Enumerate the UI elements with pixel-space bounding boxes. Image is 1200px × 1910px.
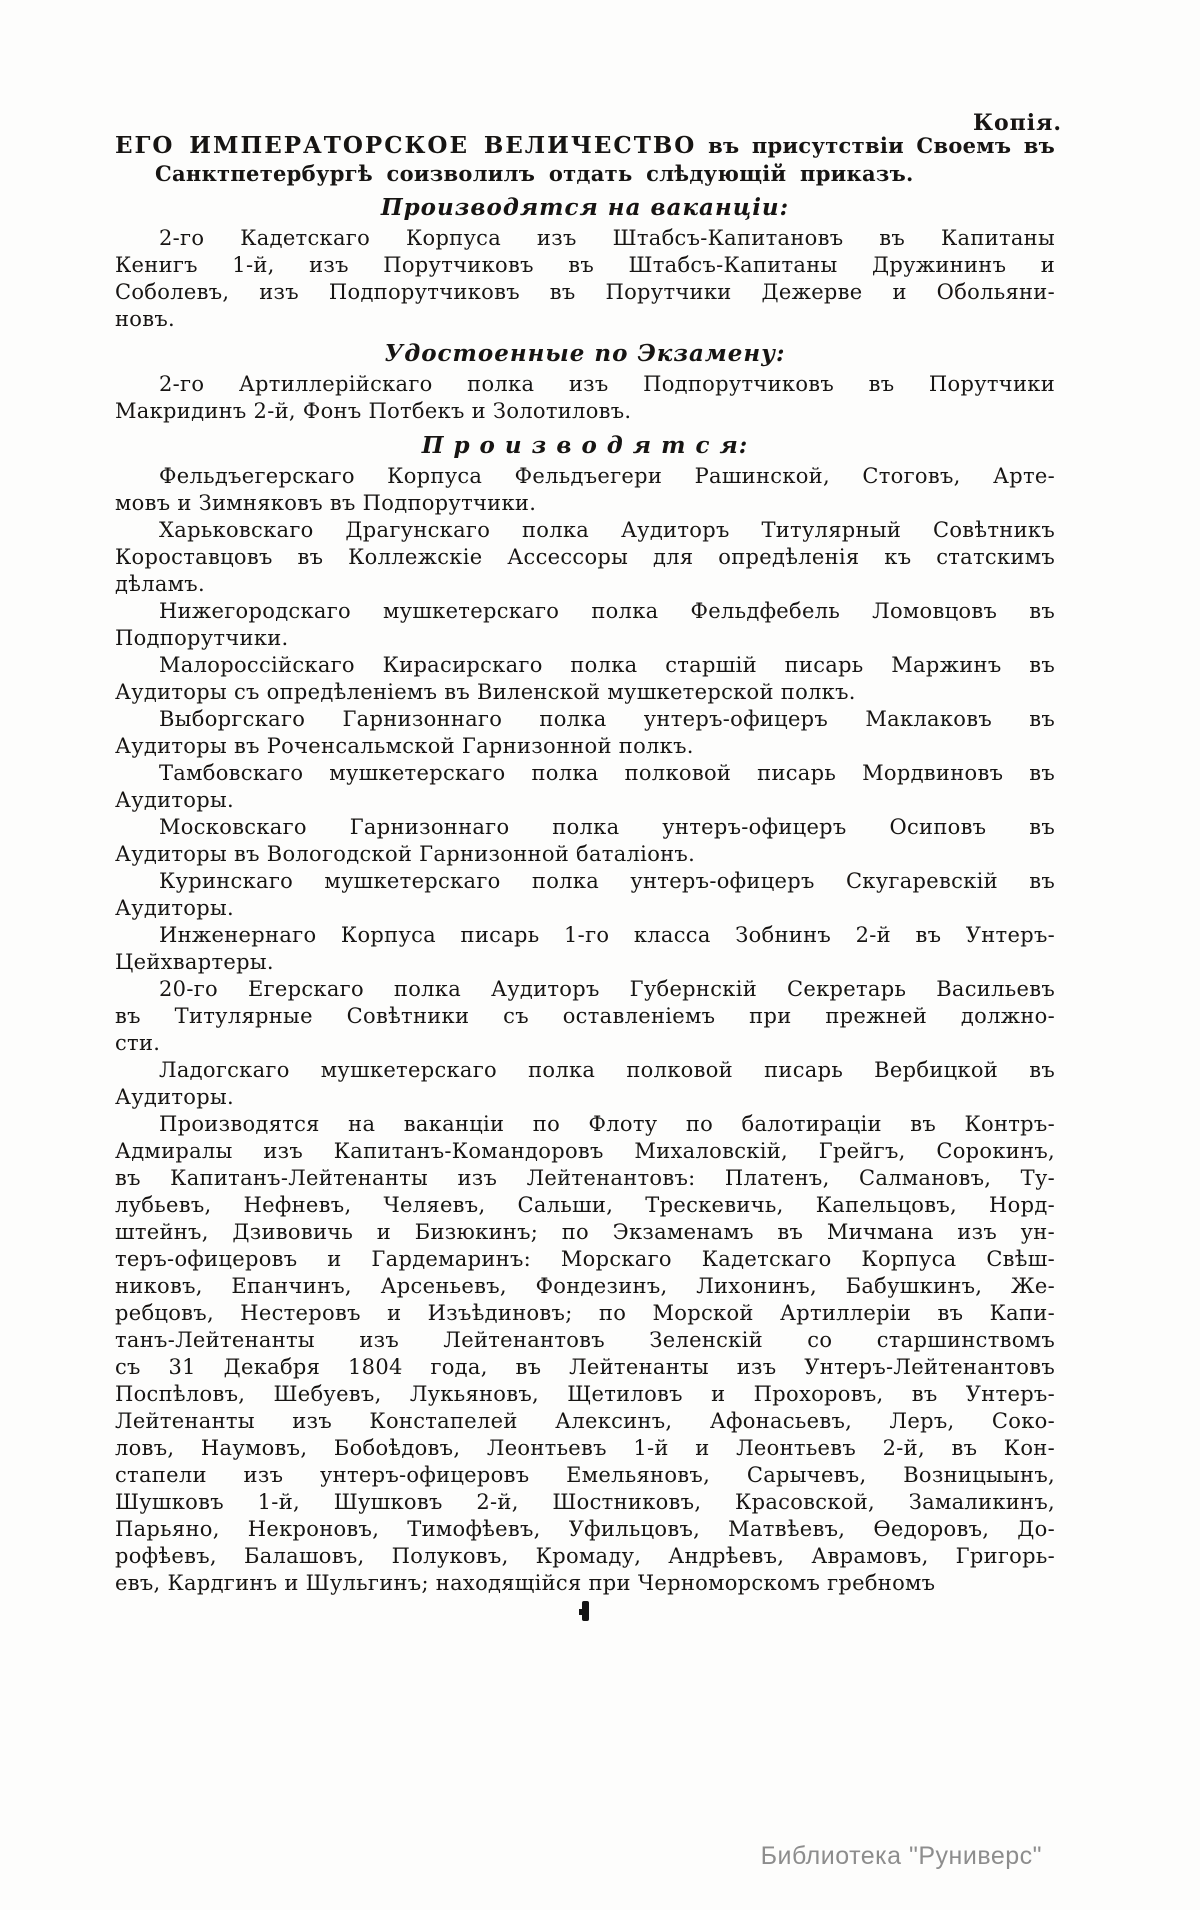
text-line: никовъ, Епанчинъ, Арсеньевъ, Фондезинъ, Лихонинъ, Бабушкинъ, Же- <box>115 1274 1055 1298</box>
section-heading: Удостоенные по Экзамену: <box>384 340 786 367</box>
paragraph <box>115 463 1055 517</box>
preamble <box>115 132 1055 187</box>
section-heading: П р о и з в о д я т с я: <box>421 432 749 459</box>
paragraph <box>115 976 1055 1057</box>
text-line: стапели изъ унтеръ-офицеровъ Емельяновъ, Сарычевъ, Возницыынъ, <box>115 1463 1055 1487</box>
text-line: въ Капитанъ-Лейтенанты изъ Лейтенантовъ: Платенъ, Салмановъ, Ту- <box>115 1166 1055 1190</box>
text-line: Выборгскаго Гарнизоннаго полка унтеръ-офицеръ Маклаковъ въ <box>159 707 1055 731</box>
text-line: Соболевъ, изъ Подпорутчиковъ въ Порутчики Дежерве и Обольяни- <box>115 280 1055 304</box>
text-line: Кенигъ 1-й, изъ Порутчиковъ въ Штабсъ-Капитаны Дружининъ и <box>115 253 1055 277</box>
text-line: Аудиторы. <box>115 896 234 920</box>
text-column <box>115 132 1055 1621</box>
preamble-line-1-rest: въ присутствіи Своемъ въ <box>708 133 1055 158</box>
text-line: съ 31 Декабря 1804 года, въ Лейтенанты изъ Унтеръ-Лейтенантовъ <box>115 1355 1055 1379</box>
paragraph <box>115 922 1055 976</box>
paragraph <box>115 760 1055 814</box>
text-line: Производятся на ваканціи по Флоту по балотираціи въ Контръ- <box>159 1112 1055 1136</box>
order-sections <box>115 194 1055 1597</box>
preamble-line-2: Санктпетербургѣ соизволилъ отдать слѣдующій приказъ. <box>155 161 914 186</box>
text-line: Аудиторы. <box>115 788 234 812</box>
section-heading: Производятся на ваканціи: <box>380 194 790 221</box>
text-line: евъ, Кардгинъ и Шульгинъ; находящійся при Черноморскомъ гребномъ <box>115 1571 936 1595</box>
text-line: Харьковскаго Драгунскаго полка Аудиторъ Титулярный Совѣтникъ <box>159 518 1055 542</box>
text-line: Аудиторы въ Вологодской Гарнизонной баталіонъ. <box>115 842 696 866</box>
text-line: 20-го Егерскаго полка Аудиторъ Губернскій Секретарь Васильевъ <box>159 977 1055 1001</box>
text-line: сти. <box>115 1031 161 1055</box>
text-line: ребцовъ, Нестеровъ и Изъѣдиновъ; по Морской Артиллеріи въ Капи- <box>115 1301 1055 1325</box>
text-line: Макридинъ 2-й, Фонъ Потбекъ и Золотиловъ. <box>115 399 632 423</box>
paragraph <box>115 517 1055 598</box>
text-line: Поспѣловъ, Шебуевъ, Лукьяновъ, Щетиловъ и Прохоровъ, въ Унтеръ- <box>115 1382 1055 1406</box>
text-line: Инженернаго Корпуса писарь 1-го класса Зобнинъ 2-й въ Унтеръ- <box>159 923 1055 947</box>
text-line: Аудиторы съ опредѣленіемъ въ Виленской мушкетерской полкъ. <box>115 680 856 704</box>
printers-ink-mark <box>582 1601 589 1621</box>
text-line: Малороссійскаго Кирасирскаго полка старшій писарь Маржинъ въ <box>159 653 1055 677</box>
text-line: въ Титулярные Совѣтники съ оставленіемъ при прежней должно- <box>115 1004 1055 1028</box>
library-watermark: Библиотека "Руниверс" <box>760 1842 1042 1870</box>
text-line: Лейтенанты изъ Констапелей Алексинъ, Афонасьевъ, Леръ, Соко- <box>115 1409 1055 1433</box>
text-line: мовъ и Зимняковъ въ Подпорутчики. <box>115 491 537 515</box>
text-line: Парьяно, Некроновъ, Тимофѣевъ, Уфильцовъ, Матвѣевъ, Ѳедоровъ, До- <box>115 1517 1055 1541</box>
text-line: теръ-офицеровъ и Гардемаринъ: Морскаго Кадетскаго Корпуса Свѣш- <box>115 1247 1055 1271</box>
text-line: Ладогскаго мушкетерскаго полка полковой писарь Вербицкой въ <box>159 1058 1055 1082</box>
text-line: штейнъ, Дзивовичь и Бизюкинъ; по Экзаменамъ въ Мичмана изъ ун- <box>115 1220 1055 1244</box>
paragraph <box>115 371 1055 425</box>
text-line: Шушковъ 1-й, Шушковъ 2-й, Шостниковъ, Красовской, Замаликинъ, <box>115 1490 1055 1514</box>
paragraph <box>115 652 1055 706</box>
paragraph <box>115 225 1055 333</box>
paragraph <box>115 868 1055 922</box>
text-line: Адмиралы изъ Капитанъ-Командоровъ Михаловскій, Грейгъ, Сорокинъ, <box>115 1139 1055 1163</box>
text-line: Подпорутчики. <box>115 626 289 650</box>
text-line: Куринскаго мушкетерскаго полка унтеръ-офицеръ Скугаревскій въ <box>159 869 1055 893</box>
text-line: Короставцовъ въ Коллежскіе Ассессоры для опредѣленія къ статскимъ <box>115 545 1055 569</box>
paragraph <box>115 1111 1055 1597</box>
text-line: ловъ, Наумовъ, Бобоѣдовъ, Леонтьевъ 1-й и Леонтьевъ 2-й, въ Кон- <box>115 1436 1055 1460</box>
preamble-line-1 <box>115 132 1055 160</box>
text-line: танъ-Лейтенанты изъ Лейтенантовъ Зеленскій со старшинствомъ <box>115 1328 1055 1352</box>
text-line: лубьевъ, Нефневъ, Челяевъ, Сальши, Трескевичь, Капельцовъ, Норд- <box>115 1193 1055 1217</box>
text-line: Московскаго Гарнизоннаго полка унтеръ-офицеръ Осиповъ въ <box>159 815 1055 839</box>
text-line: Фельдъегерскаго Корпуса Фельдъегери Рашинской, Стоговъ, Арте- <box>159 464 1055 488</box>
text-line: Аудиторы. <box>115 1085 234 1109</box>
paragraph <box>115 706 1055 760</box>
text-line: новъ. <box>115 307 175 331</box>
text-line: 2-го Кадетскаго Корпуса изъ Штабсъ-Капитановъ въ Капитаны <box>159 226 1055 250</box>
copy-label: Копія. <box>972 110 1062 136</box>
text-line: рофѣевъ, Балашовъ, Полуковъ, Кромаду, Андрѣевъ, Аврамовъ, Григорь- <box>115 1544 1055 1568</box>
paragraph <box>115 1057 1055 1111</box>
paragraph <box>115 598 1055 652</box>
imperial-majesty-title: ЕГО ИМПЕРАТОРСКОЕ ВЕЛИЧЕСТВО <box>115 132 697 159</box>
paragraph <box>115 814 1055 868</box>
text-line: Цейхвартеры. <box>115 950 274 974</box>
text-line: 2-го Артиллерійскаго полка изъ Подпорутчиковъ въ Порутчики <box>159 372 1055 396</box>
text-line: дѣламъ. <box>115 572 205 596</box>
text-line: Тамбовскаго мушкетерскаго полка полковой писарь Мордвиновъ въ <box>159 761 1055 785</box>
text-line: Нижегородскаго мушкетерскаго полка Фельдфебель Ломовцовъ въ <box>159 599 1055 623</box>
text-line: Аудиторы въ Роченсальмской Гарнизонной полкъ. <box>115 734 694 758</box>
